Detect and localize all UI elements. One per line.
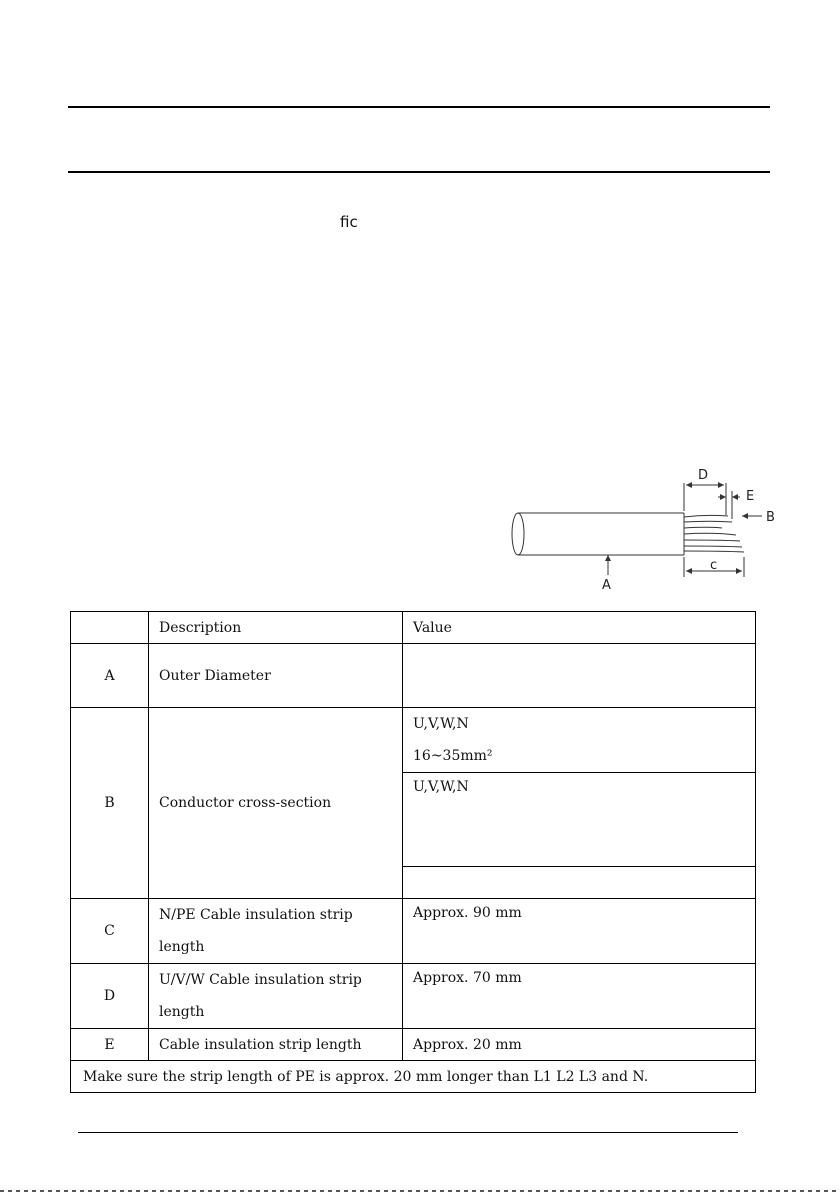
row-c-description-line-2: length: [159, 939, 205, 955]
cable-jacket-outline: [518, 513, 684, 555]
table-row-b-1: [71, 708, 756, 773]
row-e-letter: E: [71, 1029, 149, 1061]
row-d-description-line-1: U/V/W Cable insulation strip: [159, 972, 362, 988]
label-a: A: [602, 578, 611, 593]
table-row-d: [71, 964, 756, 1029]
cable-strip-diagram: [500, 465, 790, 595]
header-rule-top: [68, 106, 770, 108]
label-b: B: [766, 510, 775, 525]
label-c: c: [710, 558, 718, 573]
conductor-5: [684, 540, 740, 541]
table-row-c: [71, 899, 756, 964]
table-row-a: [71, 644, 756, 708]
conductor-3: [684, 527, 722, 528]
conductor-2: [684, 521, 732, 522]
conductor-6: [684, 546, 742, 547]
row-a-letter: A: [71, 644, 149, 708]
conductor-4: [684, 533, 736, 535]
table-note: Make sure the strip length of PE is approx. 20 mm longer than L1 L2 L3 and N.: [71, 1061, 756, 1093]
row-d-value: Approx. 70 mm: [403, 964, 756, 1029]
row-b-value-2: U,V,W,N: [403, 773, 756, 867]
row-b-value-3: [403, 867, 756, 899]
conductor-1: [684, 515, 728, 517]
row-c-description-line-1: N/PE Cable insulation strip: [159, 907, 353, 923]
row-d-description: [149, 964, 403, 1029]
stray-ligature-text: ﬁc: [340, 213, 358, 231]
row-a-description: Outer Diameter: [149, 644, 403, 708]
row-d-description-line-2: length: [159, 1004, 205, 1020]
table-header-row: [71, 612, 756, 644]
table-row-e: [71, 1029, 756, 1061]
row-c-letter: C: [71, 899, 149, 964]
row-b-value-1-line-2: 16~35mm²: [413, 748, 493, 764]
row-b-description: Conductor cross-section: [149, 708, 403, 899]
row-a-value: [403, 644, 756, 708]
row-e-description: Cable insulation strip length: [149, 1029, 403, 1061]
row-d-letter: D: [71, 964, 149, 1029]
cable-end-ellipse: [512, 513, 524, 555]
row-c-description: [149, 899, 403, 964]
row-c-value: Approx. 90 mm: [403, 899, 756, 964]
row-b-value-1: [403, 708, 756, 773]
header-description: Description: [149, 612, 403, 644]
header-value: Value: [403, 612, 756, 644]
row-e-value: Approx. 20 mm: [403, 1029, 756, 1061]
cable-spec-table: [70, 611, 756, 1093]
table-note-row: [71, 1061, 756, 1093]
conductor-7: [684, 551, 744, 552]
header-letter-cell: [71, 612, 149, 644]
row-b-value-1-line-1: U,V,W,N: [413, 716, 469, 732]
row-b-letter: B: [71, 708, 149, 899]
header-rule-bottom: [68, 171, 770, 173]
label-e: E: [746, 489, 755, 504]
label-d: D: [698, 468, 709, 483]
footer-rule: [78, 1132, 738, 1133]
